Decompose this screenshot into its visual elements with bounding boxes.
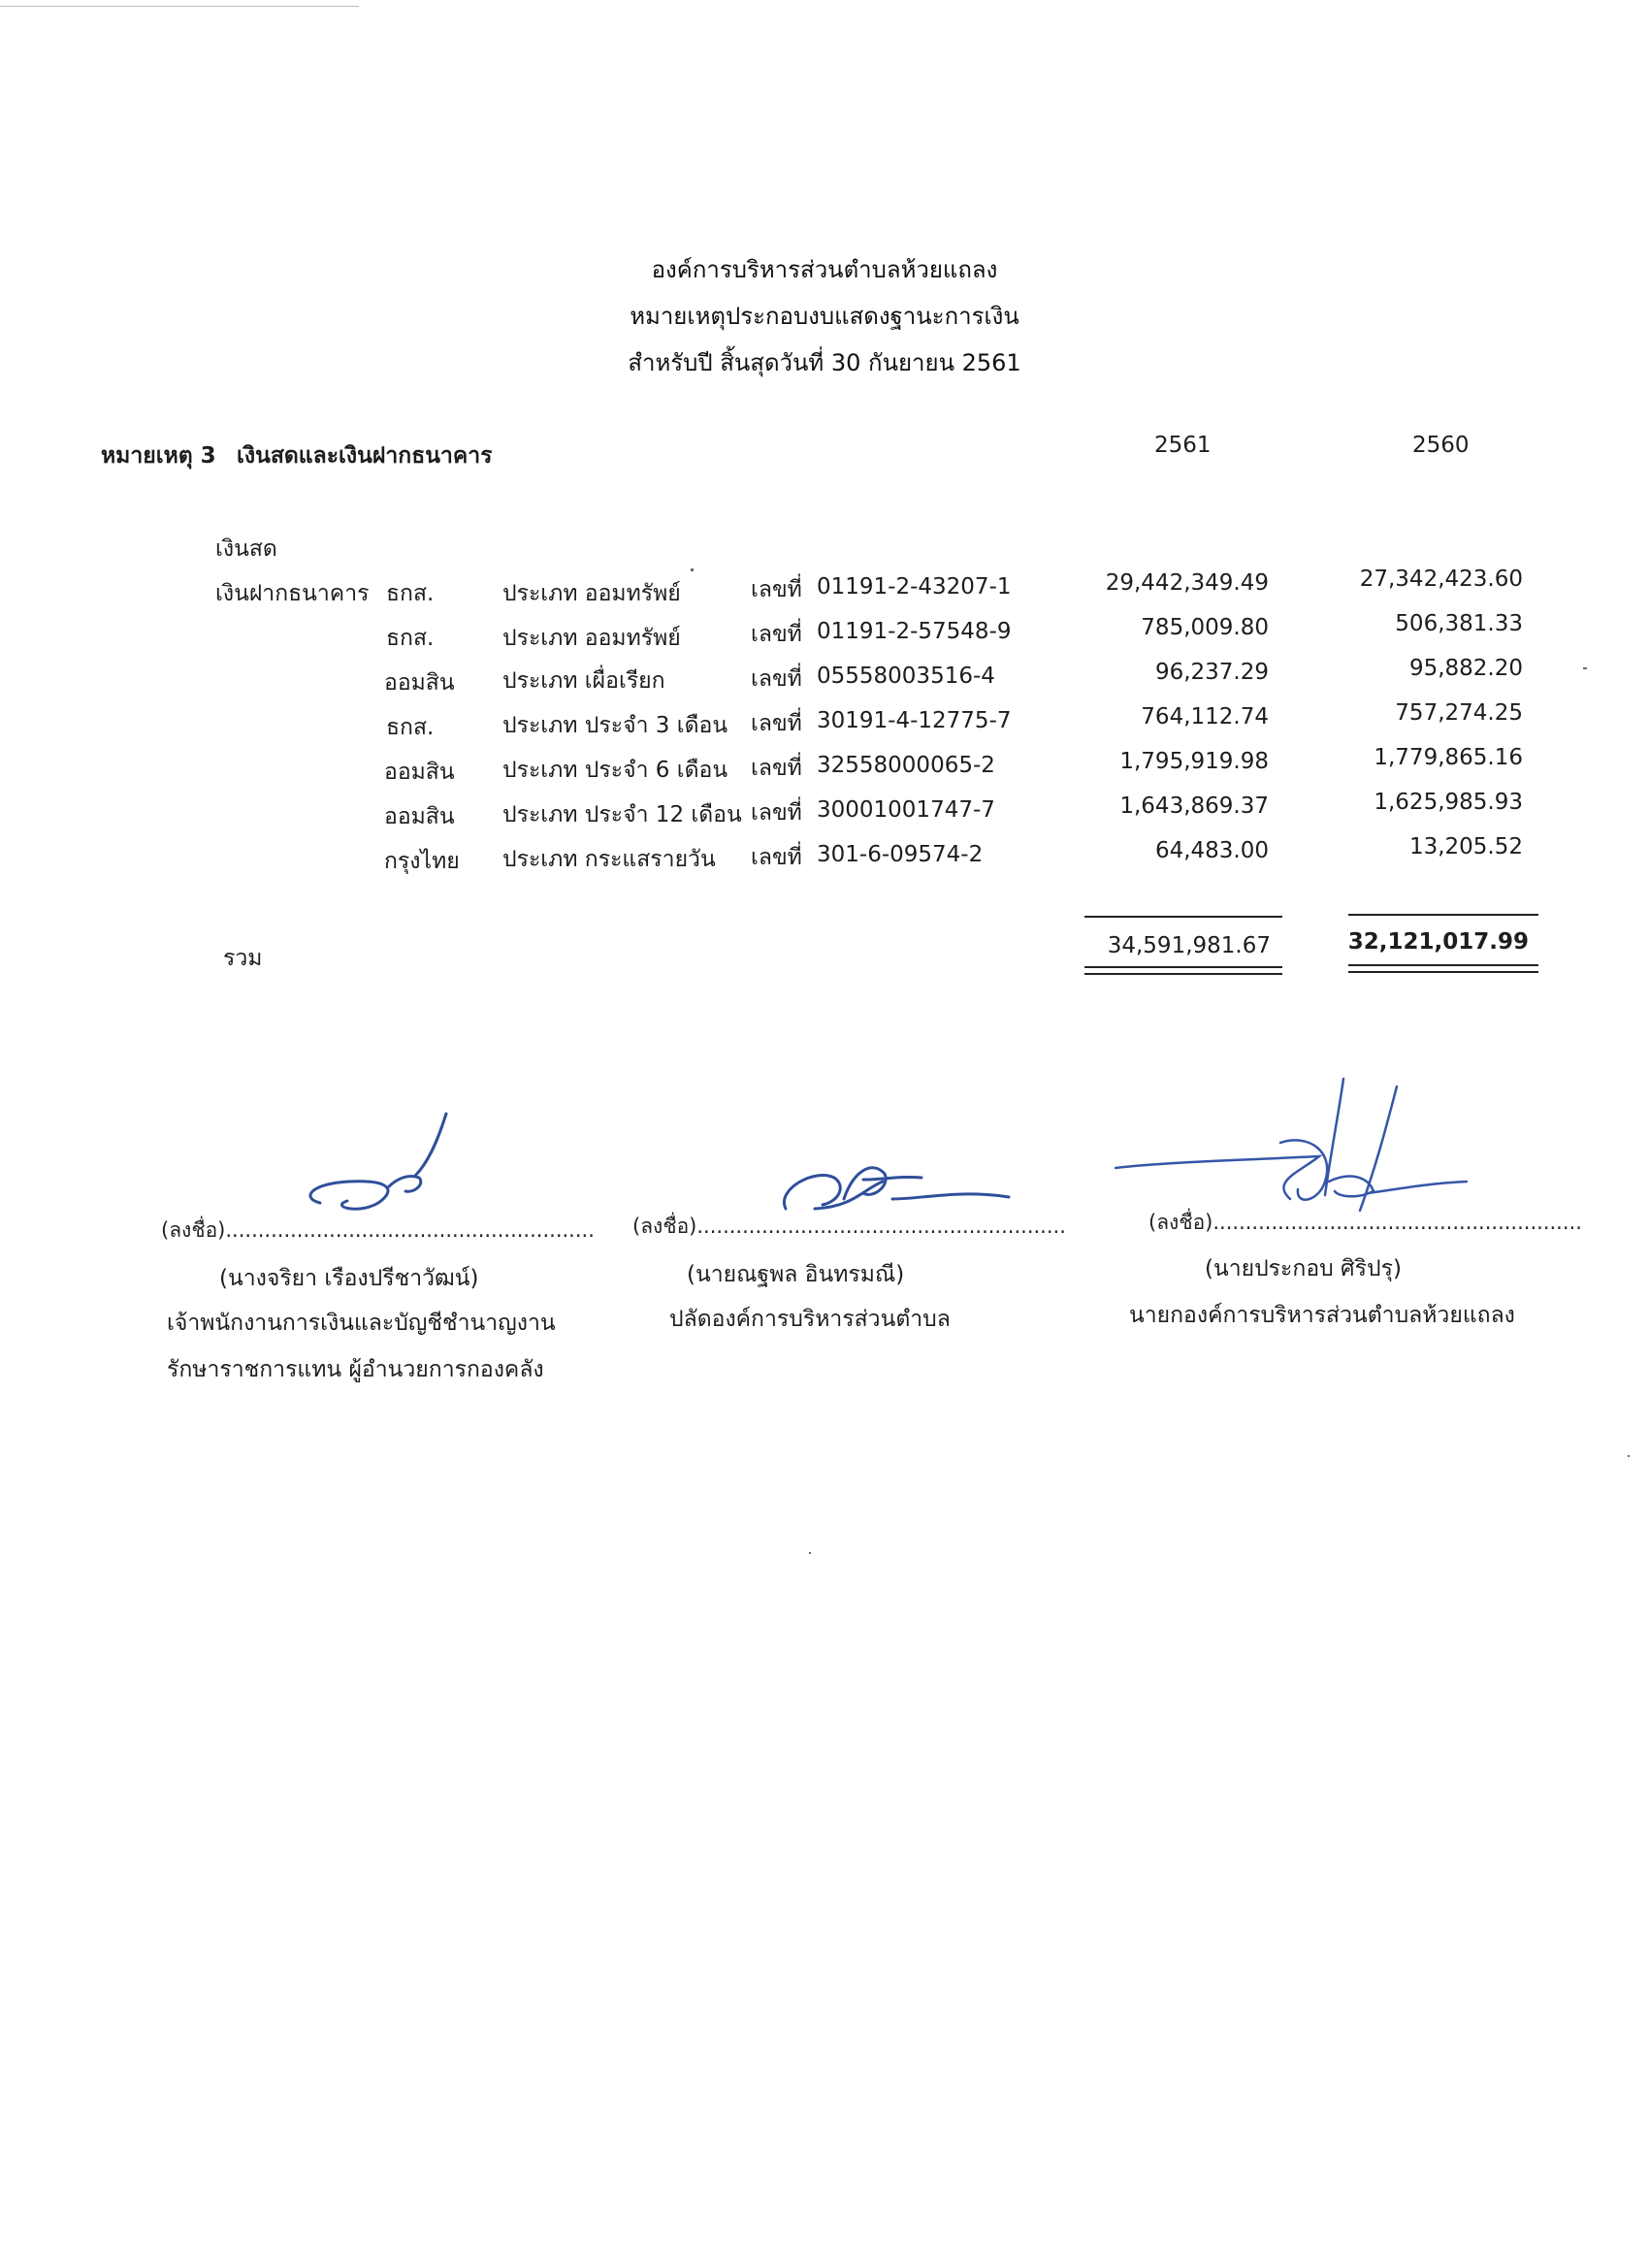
scan-speck [809, 1552, 811, 1554]
bank-name: ออมสิน [384, 670, 455, 696]
scan-speck [691, 568, 694, 571]
account-no-label: เลขที่ [751, 800, 802, 826]
deposit-label: เงินฝากธนาคาร [215, 581, 370, 606]
account-type: ประเภท ออมทรัพย์ [502, 626, 681, 651]
amount-2561: 64,483.00 [1154, 838, 1269, 863]
amount-2560: 95,882.20 [1408, 656, 1523, 681]
bank-name: กรุงไทย [384, 849, 460, 874]
total-2560: 32,121,017.99 [1347, 929, 1529, 955]
account-no-label: เลขที่ [751, 666, 802, 692]
column-header-2561: 2561 [1154, 433, 1212, 458]
bank-name: ธกส. [386, 715, 435, 740]
sign-line: (ลงชื่อ)......................................................... [1148, 1211, 1582, 1234]
org-name: องค์การบริหารส่วนตำบลห้วยแถลง [651, 256, 998, 283]
amount-2561: 764,112.74 [1141, 704, 1269, 729]
scan-speck [1583, 667, 1587, 669]
report-title: หมายเหตุประกอบงบแสดงฐานะการเงิน [630, 303, 1019, 330]
account-type: ประเภท ประจำ 12 เดือน [502, 802, 742, 827]
amount-2560: 1,779,865.16 [1374, 745, 1523, 770]
note-title: เงินสดและเงินฝากธนาคาร [237, 443, 493, 469]
signer-position: ปลัดองค์การบริหารส่วนตำบล [669, 1307, 951, 1332]
signer-name: (นางจริยา เรืองปรีชาวัฒน์) [219, 1266, 479, 1291]
signer-position-acting: รักษาราชการแทน ผู้อำนวยการกองคลัง [167, 1357, 544, 1382]
bank-name: ธกส. [386, 581, 435, 606]
account-number: 32558000065-2 [817, 753, 995, 778]
account-type: ประเภท ประจำ 6 เดือน [502, 758, 728, 783]
amount-2560: 27,342,423.60 [1359, 567, 1523, 592]
sign-line: (ลงชื่อ)......................................................... [632, 1215, 1066, 1238]
cash-label: เงินสด [215, 536, 277, 562]
bank-name: ออมสิน [384, 804, 455, 829]
account-number: 01191-2-57548-9 [817, 619, 1012, 644]
account-number: 30191-4-12775-7 [817, 708, 1012, 733]
account-number: 01191-2-43207-1 [817, 574, 1012, 599]
subtotal-rule-2560 [1348, 914, 1538, 916]
double-rule-2560-bottom [1348, 971, 1538, 973]
total-2561: 34,591,981.67 [1107, 933, 1271, 958]
account-type: ประเภท ประจำ 3 เดือน [502, 713, 728, 738]
handwritten-signature [291, 1106, 466, 1222]
amount-2560: 1,625,985.93 [1374, 790, 1523, 815]
account-type: ประเภท ออมทรัพย์ [502, 581, 681, 606]
scan-edge-line [0, 6, 359, 7]
subtotal-rule-2561 [1084, 916, 1282, 918]
signer-position: เจ้าพนักงานการเงินและบัญชีชำนาญงาน [167, 1311, 556, 1336]
column-header-2560: 2560 [1412, 433, 1470, 458]
note-label: หมายเหตุ 3 [101, 443, 216, 469]
account-type: ประเภท กระแสรายวัน [502, 847, 716, 872]
account-number: 301-6-09574-2 [817, 842, 984, 867]
amount-2561: 785,009.80 [1141, 615, 1269, 640]
amount-2561: 29,442,349.49 [1105, 570, 1269, 596]
double-rule-2561-top [1084, 966, 1282, 968]
amount-2561: 1,643,869.37 [1119, 794, 1269, 819]
account-no-label: เลขที่ [751, 756, 802, 781]
amount-2560: 506,381.33 [1395, 611, 1523, 636]
account-no-label: เลขที่ [751, 845, 802, 870]
account-type: ประเภท เผื่อเรียก [502, 668, 665, 694]
bank-name: ธกส. [386, 626, 435, 651]
account-number: 30001001747-7 [817, 797, 995, 823]
amount-2561: 96,237.29 [1154, 660, 1269, 685]
total-label: รวม [223, 946, 263, 971]
amount-2560: 13,205.52 [1408, 834, 1523, 859]
bank-name: ออมสิน [384, 760, 455, 785]
account-no-label: เลขที่ [751, 622, 802, 647]
account-no-label: เลขที่ [751, 711, 802, 736]
sign-line: (ลงชื่อ)......................................................... [161, 1218, 595, 1242]
signer-name: (นายประกอบ ศิริปรุ) [1205, 1256, 1402, 1281]
scan-speck [1628, 1455, 1630, 1457]
account-no-label: เลขที่ [751, 577, 802, 602]
account-number: 05558003516-4 [817, 664, 995, 689]
amount-2560: 757,274.25 [1395, 700, 1523, 726]
amount-2561: 1,795,919.98 [1119, 749, 1269, 774]
double-rule-2561-bottom [1084, 973, 1282, 975]
signer-position: นายกองค์การบริหารส่วนตำบลห้วยแถลง [1129, 1303, 1515, 1328]
report-period: สำหรับปี สิ้นสุดวันที่ 30 กันยายน 2561 [628, 349, 1021, 376]
double-rule-2560-top [1348, 964, 1538, 966]
signer-name: (นายณฐพล อินทรมณี) [687, 1262, 905, 1287]
